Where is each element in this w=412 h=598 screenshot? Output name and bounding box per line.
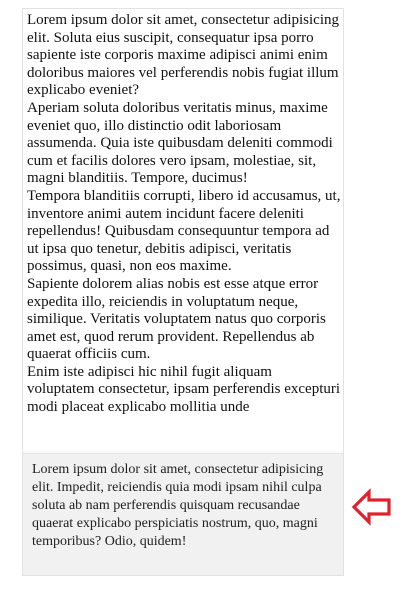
paragraph-3: Tempora blanditiis corrupti, libero id accusamus, ut, inventore animi autem incidunt facere deleniti repellendus! Quibusdam consequuntur tempora ad ut ipsa quo tenetur, debitis adipisci, veritatis possimus, quasi, non eos maxime. xyxy=(27,187,341,275)
paragraph-1: Lorem ipsum dolor sit amet, consectetur adipisicing elit. Soluta eius suscipit, consequatur ipsa porro sapiente iste corporis maxime adipisci animi enim doloribus maiores vel perferendis nobis fugiat illum explicabo eveniet? xyxy=(27,12,340,99)
sticky-footer-box xyxy=(23,453,343,575)
paragraph-2: Aperiam soluta doloribus veritatis minus, maxime eveniet quo, illo distinctio odit laboriosam assumenda. Quia iste quibusdam deleniti commodi cum et facilis dolores vero ipsam, molestiae, sit, magni blanditiis. Tempore, ducimus! xyxy=(27,99,333,187)
footer-text: Lorem ipsum dolor sit amet, consectetur adipisicing elit. Impedit, reiciendis quia modi ipsam nihil culpa soluta ab nam perferendis quisquam recusandae quaerat explicabo perspiciatis nostrum, quo, magni temporibus? Odio, quidem! xyxy=(32,462,324,549)
paragraph-4: Sapiente dolorem alias nobis est esse atque error expedita illo, reiciendis in voluptatum neque, similique. Veritatis voluptatem natus quo corporis amet est, quod rerum provident. Repellendus ab quaerat officiis cum. xyxy=(27,275,326,363)
arrow-left-icon xyxy=(352,487,392,527)
paragraph-5: Enim iste adipisci hic nihil fugit aliquam voluptatem consectetur, ipsam perferendis excepturi modi placeat explicabo mollitia unde xyxy=(27,363,341,416)
content-panel xyxy=(22,8,344,576)
scrollable-text-area[interactable] xyxy=(23,9,343,453)
